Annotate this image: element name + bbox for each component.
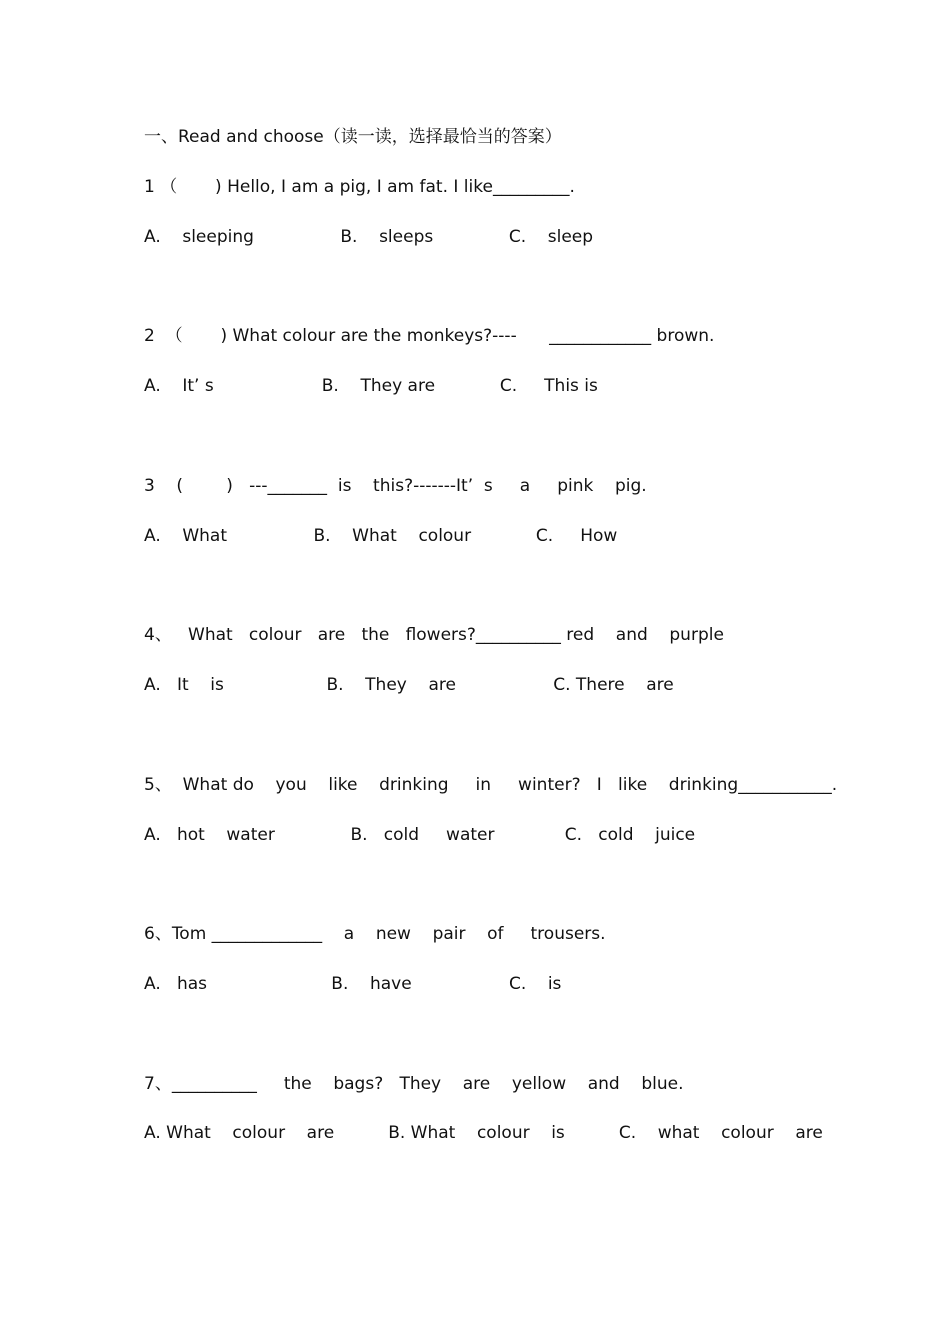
question-1-stem: 1 （ ) Hello, I am a pig, I am fat. I like_________. <box>144 177 575 197</box>
question-4-options: A. It is B. They are C. There are <box>144 675 674 695</box>
question-2-options: A. It’ s B. They are C. This is <box>144 376 598 396</box>
section-heading: 一、Read and choose（读一读，选择最恰当的答案） <box>144 127 562 147</box>
question-6-stem: 6、Tom _____________ a new pair of trousers. <box>144 924 606 944</box>
question-7-options: A. What colour are B. What colour is C. what colour are <box>144 1123 823 1143</box>
question-7-stem: 7、__________ the bags? They are yellow and blue. <box>144 1074 684 1094</box>
question-5-stem: 5、 What do you like drinking in winter? I like drinking___________. <box>144 775 838 795</box>
question-1-options: A. sleeping B. sleeps C. sleep <box>144 227 594 247</box>
question-5-options: A. hot water B. cold water C. cold juice <box>144 825 696 845</box>
question-2-stem: 2 （ ) What colour are the monkeys?---- ____________ brown. <box>144 326 715 346</box>
question-6-options: A. has B. have C. is <box>144 974 562 994</box>
question-4-stem: 4、 What colour are the flowers?__________ red and purple <box>144 625 724 645</box>
question-3-stem: 3 ( ) ---_______ is this?-------It’ s a pink pig. <box>144 476 647 496</box>
question-3-options: A. What B. What colour C. How <box>144 526 618 546</box>
